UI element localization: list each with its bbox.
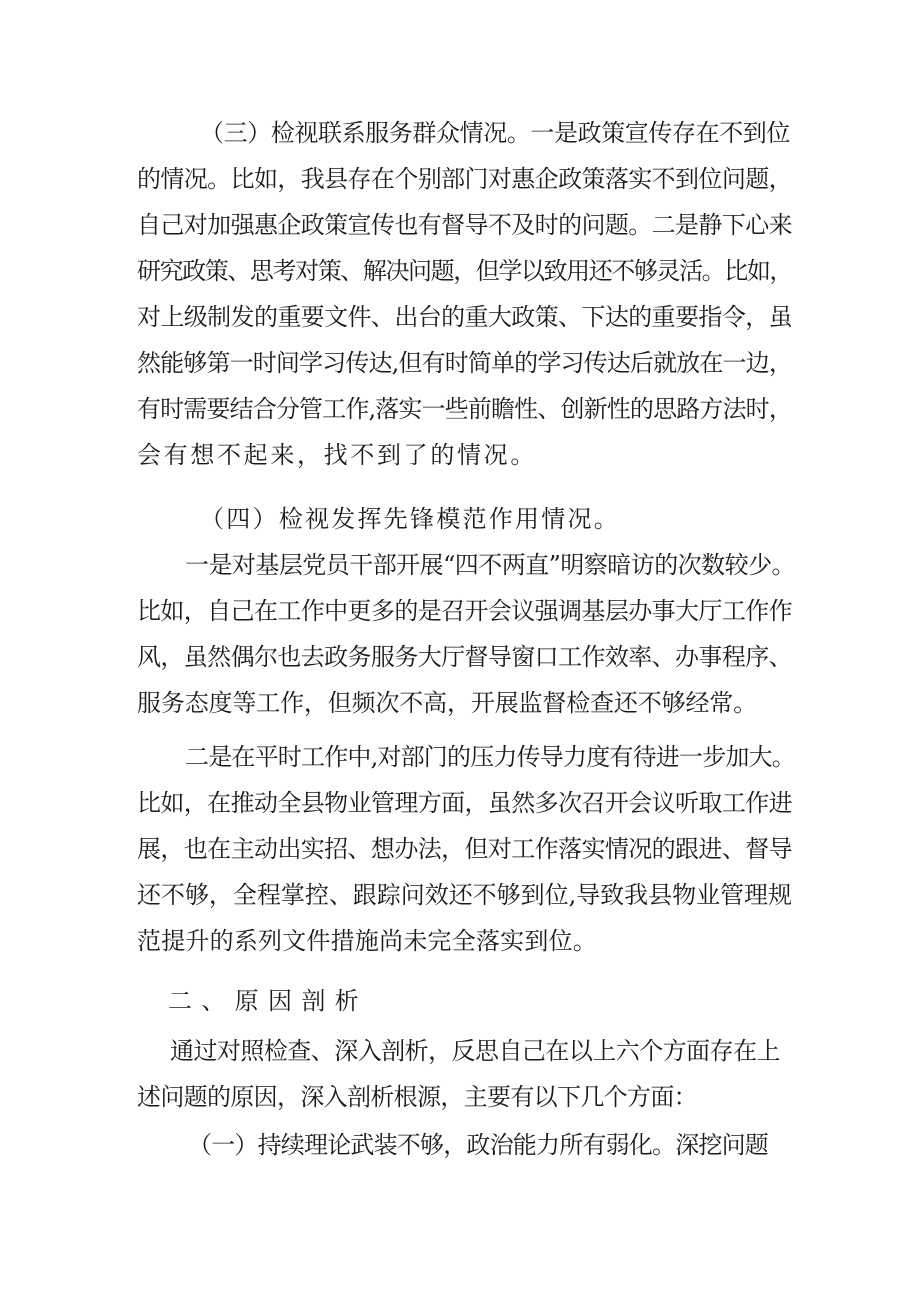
text-line: 比如，在推动全县物业管理方面，虽然多次召开会议听取工作进 xyxy=(137,789,792,817)
text-line: 对上级制发的重要文件、出台的重大政策、下达的重要指令，虽 xyxy=(137,303,792,331)
text-line: 二是在平时工作中,对部门的压力传导力度有待进一步加大。 xyxy=(185,743,795,771)
text-line: 研究政策、思考对策、解决问题，但学以致用还不够灵活。比如， xyxy=(137,257,792,285)
text-line: 服务态度等工作，但频次不高，开展监督检查还不够经常。 xyxy=(137,689,757,717)
text-line: 的情况。比如，我县存在个别部门对惠企政策落实不到位问题， xyxy=(137,165,792,193)
text-line: 通过对照检查、深入剖析，反思自己在以上六个方面存在上 xyxy=(170,1037,780,1065)
section-heading: （四）检视发挥先锋模范作用情况。 xyxy=(200,505,620,533)
text-line: 还不够，全程掌控、跟踪问效还不够到位,导致我县物业管理规 xyxy=(137,881,792,909)
text-line: 述问题的原因，深入剖析根源，主要有以下几个方面： xyxy=(137,1083,697,1111)
text-line: 风，虽然偶尔也去政务服务大厅督导窗口工作效率、办事程序、 xyxy=(137,643,792,671)
text-line: （三）检视联系服务群众情况。一是政策宣传存在不到位 xyxy=(200,119,790,147)
text-line: 会有想不起来，找不到了的情况。 xyxy=(137,441,537,469)
text-line: 展，也在主动出实招、想办法，但对工作落实情况的跟进、督导 xyxy=(137,835,792,863)
text-line: 然能够第一时间学习传达,但有时简单的学习传达后就放在一边， xyxy=(137,349,792,377)
text-line: 一是对基层党员干部开展“四不两直”明察暗访的次数较少。 xyxy=(185,551,795,579)
section-heading: 二、原因剖析 xyxy=(168,987,368,1015)
text-line: 有时需要结合分管工作,落实一些前瞻性、创新性的思路方法时， xyxy=(137,395,792,423)
text-line: 范提升的系列文件措施尚未完全落实到位。 xyxy=(137,927,597,955)
text-line: （一）持续理论武装不够，政治能力所有弱化。深挖问题 xyxy=(188,1131,768,1159)
text-line: 比如，自己在工作中更多的是召开会议强调基层办事大厅工作作 xyxy=(137,597,792,625)
text-line: 自己对加强惠企政策宣传也有督导不及时的问题。二是静下心来 xyxy=(137,211,792,239)
